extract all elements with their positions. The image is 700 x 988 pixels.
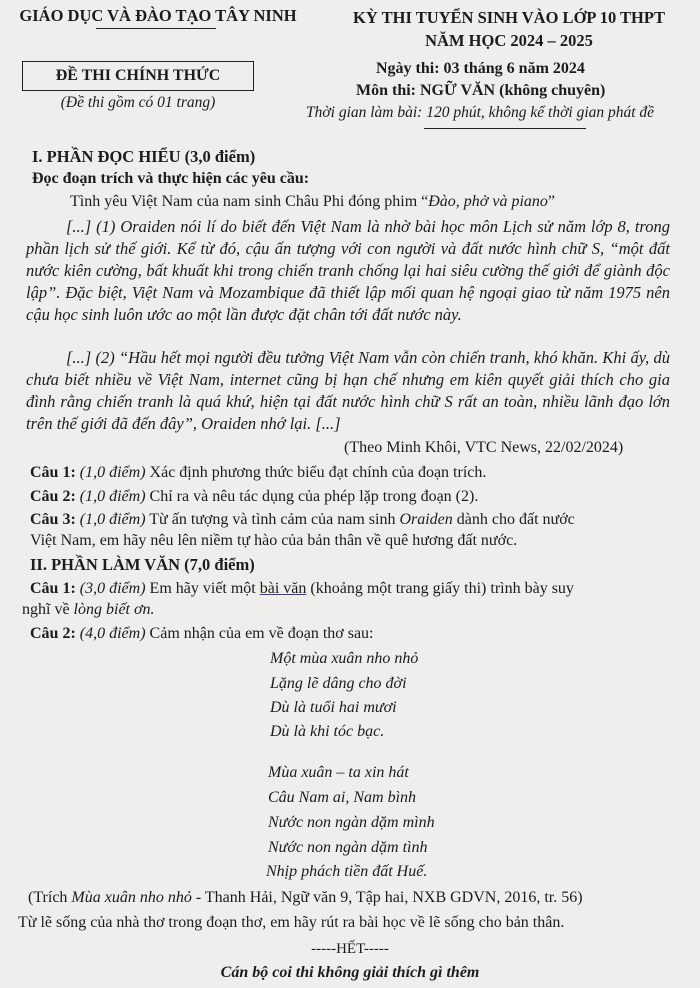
department-underline: [96, 28, 216, 29]
end-marker: -----HẾT-----: [311, 941, 389, 957]
page-count-note: (Đề thi gồm có 01 trang): [60, 94, 216, 111]
poem-line: Một mùa xuân nho nhỏ: [270, 650, 419, 667]
official-exam-badge: ĐỀ THI CHÍNH THỨC: [22, 61, 254, 91]
part2-closing-question: Từ lẽ sống của nhà thơ trong đoạn thơ, em hãy rút ra bài học về lẽ sống cho bản thân.: [18, 914, 565, 931]
poem-line: Nước non ngàn dặm mình: [268, 814, 435, 831]
poem-line: Nhịp phách tiền đất Huế.: [266, 863, 428, 880]
part1-instruction: Đọc đoạn trích và thực hiện các yêu cầu:: [32, 170, 310, 187]
part1-question-2: Câu 2: (1,0 điểm) Chỉ ra và nêu tác dụng của phép lặp trong đoạn (2).: [30, 488, 479, 505]
part1-title: I. PHẦN ĐỌC HIỂU (3,0 điểm): [32, 147, 256, 166]
poem-line: Nước non ngàn dặm tình: [268, 839, 428, 856]
exam-subject: Môn thi: NGỮ VĂN (không chuyên): [356, 82, 606, 99]
proctor-note: Cán bộ coi thi không giải thích gì thêm: [220, 964, 480, 981]
duration-underline: [424, 128, 586, 129]
department-name: GIÁO DỤC VÀ ĐÀO TẠO TÂY NINH: [19, 6, 297, 25]
exam-duration: Thời gian làm bài: 120 phút, không kể thời gian phát đề: [306, 104, 655, 121]
poem-line: Mùa xuân – ta xin hát: [268, 764, 409, 781]
passage-source: (Theo Minh Khôi, VTC News, 22/02/2024): [344, 439, 624, 456]
part2-question-1: Câu 1: (3,0 điểm) Em hãy viết một bài văn (khoảng một trang giấy thi) trình bày suy: [30, 580, 574, 597]
passage-intro: Tình yêu Việt Nam của nam sinh Châu Phi đóng phim “Đào, phở và piano”: [70, 193, 555, 210]
poem-line: Lặng lẽ dâng cho đời: [270, 675, 407, 692]
poem-line: Dù là tuổi hai mươi: [270, 699, 397, 716]
part2-question-1-cont: nghĩ về lòng biết ơn.: [22, 601, 155, 618]
part1-question-3: Câu 3: (1,0 điểm) Từ ấn tượng và tình cảm của nam sinh Oraiden dành cho đất nước: [30, 511, 575, 528]
poem-line: Dù là khi tóc bạc.: [270, 723, 385, 740]
passage-paragraph-2: [...] (2) “Hầu hết mọi người đều tưởng Việt Nam vẫn còn chiến tranh, khó khăn. Khi ấy, dù chưa biết nhiều về Việt Nam, internet cũng bị hạn chế nhưng em kiên quyết giải thích cho gia đình rằng chiến tranh là quá khứ, hiện tại đất nước hình chữ S rất an toàn, nhiều lãnh đạo lớn trên thế giới đã đến đây”, Oraiden nhớ lại. [...]: [26, 348, 670, 433]
underlined-essay: bài văn: [259, 580, 307, 597]
part2-question-2: Câu 2: (4,0 điểm) Cảm nhận của em về đoạn thơ sau:: [30, 625, 374, 642]
exam-date: Ngày thi: 03 tháng 6 năm 2024: [376, 60, 585, 77]
exam-title: [322, 6, 696, 52]
part1-question-1: Câu 1: (1,0 điểm) Xác định phương thức biểu đạt chính của đoạn trích.: [30, 464, 487, 481]
passage-paragraph-1: [...] (1) Oraiden nói lí do biết đến Việt Nam là nhờ bài học môn Lịch sử năm lớp 8, trong phần lịch sử thế giới. Kể từ đó, cậu ấn tượng với con người và đất nước hình chữ S, “một đất nước kiên cường, bất khuất khi trong chiến tranh chống lại hai siêu cường thế giới để giành độc lập”. Đặc biệt, Việt Nam và Mozambique đã thiết lập mối quan hệ ngoại giao từ năm 1975 nên cậu học sinh luôn ước ao một lần được đặt chân tới đất nước này.: [26, 217, 670, 324]
exam-title-line2: NĂM HỌC 2024 – 2025: [425, 31, 593, 50]
exam-title-line1: KỲ THI TUYỂN SINH VÀO LỚP 10 THPT: [353, 8, 665, 27]
poem-line: Câu Nam ai, Nam bình: [268, 789, 417, 806]
part2-title: II. PHẦN LÀM VĂN (7,0 điểm): [30, 555, 255, 574]
part1-question-3-cont: Việt Nam, em hãy nêu lên niềm tự hào của bản thân về quê hương đất nước.: [30, 532, 518, 549]
poem-citation: (Trích Mùa xuân nho nhỏ - Thanh Hải, Ngữ văn 9, Tập hai, NXB GDVN, 2016, tr. 56): [28, 889, 583, 906]
